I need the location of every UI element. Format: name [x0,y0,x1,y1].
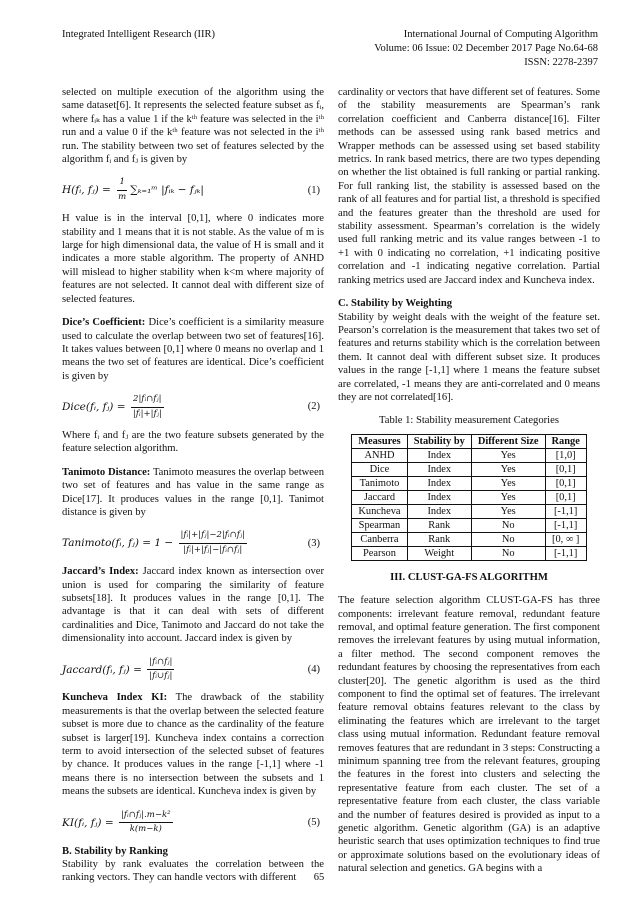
table-row [352,518,587,532]
table-cell: No [471,532,545,546]
kuncheva-text: The drawback of the stability measurements is that the overlap between the selected feature subset is more due to chance as the cardinality of the feature subset is larger[19]. Kuncheva index contains a correction term to avoid intersection of the selected subset of features by chance. It produces values in the range [-1,1] where -1 means there is no intersection between the subsets and 1 means the subsets are identical. Kuncheva index is given by [62,692,324,798]
table-cell: Rank [407,518,471,532]
paragraph: Stability by rank evaluates the correlation between the ranking vectors. They can handle vectors with different [62,858,324,884]
section-heading-c: C. Stability by Weighting [338,298,453,310]
section-heading-3: III. CLUST-GA-FS ALGORITHM [390,571,548,583]
paragraph-kuncheva [62,691,324,798]
table-cell: Yes [471,504,545,518]
table-cell: Index [407,490,471,504]
table-row [352,532,587,546]
fraction [147,656,174,684]
fraction [116,176,128,204]
heading-jaccard: Jaccard’s Index: [62,566,139,578]
eq-rhs: ∑ₖ₌₁ᵐ |fᵢₖ − fⱼₖ| [130,184,204,197]
section-heading-b: B. Stability by Ranking [62,845,168,857]
eq-lhs: Tanimoto(fᵢ, fⱼ) = 1 − [62,537,177,550]
table-cell: Yes [471,448,545,462]
table-cell: Yes [471,476,545,490]
jaccard-text: Jaccard index known as intersection over union is used for comparing the similarity of feature subsets[18]. It produces values in the range [0,1]. The advantage is that it can deal with sets of different cardinalities and Dice, Tanimoto and Jaccard do not take the dimensionality into account. Jaccard index is given by [62,566,324,645]
table-cell: [-1,1] [545,546,586,560]
paragraph-jaccard [62,565,324,645]
table-header-cell: Range [545,434,586,448]
table-header-row [352,434,587,448]
table-cell: Index [407,448,471,462]
heading-tanimoto: Tanimoto Distance: [62,466,151,478]
equation-3 [62,529,324,557]
table-cell: Dice [352,462,408,476]
frac-numerator: 1 [117,176,126,190]
tanimoto-text: Tanimoto measures the overlap between two set of features and has value in the same range as Dice[17]. It produces values in the range [0,1]. Tanimot distance is given by [62,466,325,518]
table-cell: Index [407,476,471,490]
table-cell: Kuncheva [352,504,408,518]
frac-denominator: k(m−k) [129,824,162,835]
volume-info: Volume: 06 Issue: 02 December 2017 Page No.64-68 [374,43,598,54]
table-cell: Canberra [352,532,408,546]
fraction [119,809,173,837]
table-cell: Spearman [352,518,408,532]
frac-denominator: |fᵢ∪fⱼ| [149,671,173,682]
table-row [352,504,587,518]
equation-2 [62,393,324,421]
frac-numerator: |fᵢ∩fⱼ|.m−k² [119,809,173,823]
equation-5 [62,809,324,837]
eq-lhs: H(fᵢ, fⱼ) = [62,184,115,197]
table-cell: No [471,518,545,532]
frac-denominator: |fᵢ|+|fⱼ| [132,408,162,419]
table-caption: Table 1: Stability measurement Categories [379,415,559,427]
frac-numerator: |fᵢ∩fⱼ| [147,656,174,670]
heading-kuncheva: Kuncheva Index KI: [62,692,168,704]
table-body [352,448,587,560]
table-cell: Yes [471,490,545,504]
running-header-left: Integrated Intelligent Research (IIR) [62,29,216,40]
table-cell: Pearson [352,546,408,560]
table-row [352,476,587,490]
equation-number: (2) [307,401,320,413]
table-cell: [-1,1] [545,504,586,518]
paragraph-tanimoto [62,466,324,520]
table-cell: Tanimoto [352,476,408,490]
paragraph: H value is in the interval [0,1], where 0 indicates more stability and 1 means that it is not stable. As the value of m is large for high dimensional data, the value of H is small and it indicates a more stable algorithm. The property of ANHD will mislead to higher stability when k<m where majority of features are not selected. It cannot deal with different size of selected features. [62,213,324,305]
table-cell: Weight [407,546,471,560]
fraction [179,529,247,557]
paragraph: The feature selection algorithm CLUST-GA-FS has three components: irrelevant feature removal, redundant feature removal, and optimal feature generation. The first component removes the irrelevant features by using mutual information, a filter method. The second component removes the redundant features by choosing the representatives from each cluster[20]. The genetic algorithm is used as the third component to find the optimal set of features. The irrelevant feature removal obtains features relevant to the class by eliminating the features which are irrelevant to the target class using mutual information. Redundant feature removal removes features that are redundant in 3 steps: Constructing a minimum spanning tree from the relevant features, grouping the features in the forest into clusters and selecting the representative feature from each cluster. The set of a representative feature from each cluster, the class variable and the number of features desired is provided as input to a genetic algorithm. Genetic algorithm (GA) is an adaptive heuristic search that uses optimization techniques to find true or approximate solutions based on the evolutionary ideas of natural selection and genetics. GA begins with a [338,595,600,875]
table-cell: Index [407,462,471,476]
table-cell: [0,1] [545,476,586,490]
equation-number: (4) [307,663,320,675]
table-row [352,462,587,476]
frac-denominator: m [118,191,127,202]
left-column [62,86,324,895]
table-cell: [0,1] [545,462,586,476]
issn: ISSN: 2278-2397 [524,57,598,68]
frac-numerator: 2|fᵢ∩fⱼ| [131,393,164,407]
fraction [131,393,164,421]
eq-lhs: Jaccard(fᵢ, fⱼ) = [62,663,146,676]
paragraph: selected on multiple execution of the algorithm using the same dataset[6]. It represents the selected feature subset as fᵢ, where fᵢₖ has a value 1 if the kᵗʰ feature was selected in the iᵗʰ run and a value 0 if the kᵗʰ feature was not selected in the iᵗʰ run. The stability between two set of features selected by the algorithm fᵢ and fⱼ is given by [62,87,324,166]
table-row [352,448,587,462]
paragraph-dice [62,316,324,383]
table-cell: [1,0] [545,448,586,462]
table-cell: ANHD [352,448,408,462]
table-cell: Yes [471,462,545,476]
frac-numerator: |fᵢ|+|fⱼ|−2|fᵢ∩fⱼ| [179,529,247,543]
page-number: 65 [313,872,325,883]
frac-denominator: |fᵢ|+|fⱼ|−|fᵢ∩fⱼ| [183,544,243,555]
table-cell: No [471,546,545,560]
table-cell: Rank [407,532,471,546]
stability-table [351,434,587,561]
table-header-cell: Measures [352,434,408,448]
equation-4 [62,656,324,684]
table-cell: [0, ∞ ] [545,532,586,546]
paragraph: Stability by weight deals with the weight of the feature set. Pearson’s correlation is the measurement that takes two set of features and returns stability which is the correlation between them. It cannot deal with different subset size. It produces values in the range [-1,1] where 1 means the feature subset are correlated, -1 means they are anti-correlated and 0 means they are not correlated[16]. [338,311,600,403]
table-header-cell: Different Size [471,434,545,448]
equation-1 [62,176,324,204]
table-cell: Index [407,504,471,518]
journal-name: International Journal of Computing Algorithm [403,29,598,40]
equation-number: (1) [307,184,320,196]
running-header-right [374,28,598,70]
table-row [352,546,587,560]
heading-dice: Dice’s Coefficient: [62,317,146,329]
table-cell: Jaccard [352,490,408,504]
table-cell: [-1,1] [545,518,586,532]
dice-text: Dice’s coefficient is a similarity measure used to calculate the overlap between two set of features[16]. It takes values between [0,1] where 0 means no overlap and 1 means the two set of features are identical. Dice’s coefficient is given by [62,317,324,382]
equation-number: (3) [307,537,320,549]
table-row [352,490,587,504]
equation-number: (5) [307,816,320,828]
eq-lhs: KI(fᵢ, fⱼ) = [62,816,117,829]
right-column [338,86,600,886]
eq-lhs: Dice(fᵢ, fⱼ) = [62,401,129,414]
paragraph: cardinality or vectors that have different set of features. Some of the stability measurements are Spearman’s rank correlation coefficient and Canberra distance[16]. Filter methods can be assessed using rank based metrics and Wrapper methods can be assessed using set based stability metrics. In rank based metrics, there are two types depending on whether the list obtained is full ranking or partial ranking. For full ranking list, the stability is assessed based on the rank of all features and for partial list, a threshold is specified and the features greater than the threshold are used for stability assessment. Spearman’s correlation is the widely used full ranking metric and its value ranges between -1 to +1 with 0 indicating no correlation, +1 indicating positive correlation and -1 indicating negative correlation. Partial ranking metrics used are Jaccard index and Kuncheva index. [338,87,600,286]
paragraph: Where fᵢ and fⱼ are the two feature subsets generated by the feature selection algorithm. [62,429,324,455]
table-cell: [0,1] [545,490,586,504]
table-header-cell: Stability by [407,434,471,448]
